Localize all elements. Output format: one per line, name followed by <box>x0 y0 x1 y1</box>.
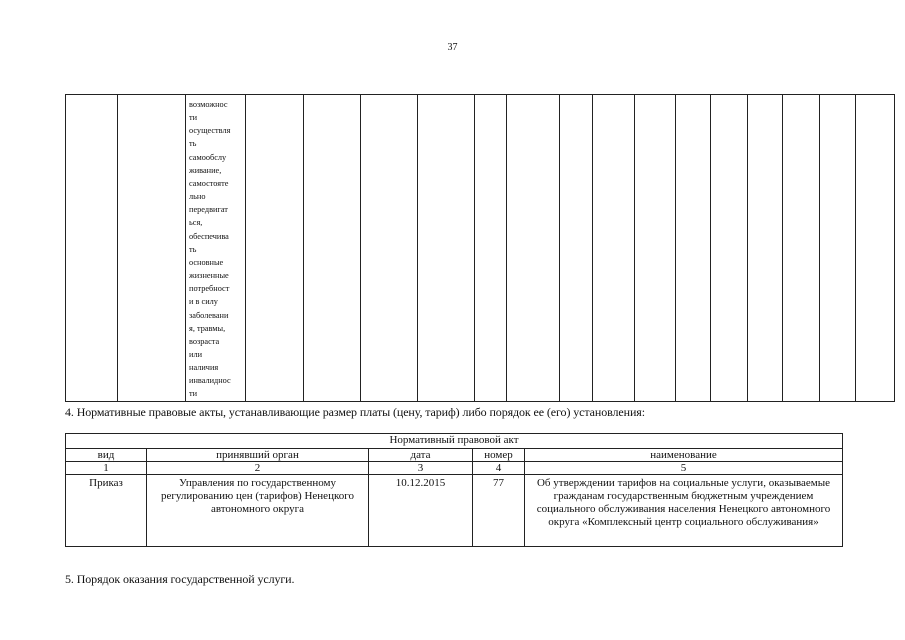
section-5-heading: 5. Порядок оказания государственной услуги. <box>65 572 295 586</box>
table-cell <box>361 95 418 402</box>
table-header-row <box>66 449 843 462</box>
table-cell <box>118 95 186 402</box>
wrapped-text-line: потребност <box>189 284 230 294</box>
table-cell <box>856 95 895 402</box>
act-authority: Управления по государственному регулированию цен (тарифов) Ненецкого автономного округа <box>147 475 369 547</box>
column-header: дата <box>369 449 473 462</box>
column-number: 2 <box>147 462 369 475</box>
wrapped-text-line: живание, <box>189 165 222 175</box>
column-number: 5 <box>525 462 843 475</box>
wrapped-text-line: ти <box>189 113 198 123</box>
column-number-row <box>66 462 843 475</box>
wrapped-text-line: передвигат <box>189 205 228 215</box>
table-cell <box>475 95 507 402</box>
wrapped-text-line: жизненные <box>189 271 229 281</box>
wrapped-text-line: заболевани <box>189 310 229 320</box>
table-cell <box>635 95 676 402</box>
wrapped-text-line: обеспечива <box>189 231 229 241</box>
wrapped-text-line: наличия <box>189 363 219 373</box>
wrapped-text-line: я, травмы, <box>189 323 226 333</box>
wrapped-text-line: льно <box>189 192 206 202</box>
legal-act-table <box>65 433 843 547</box>
table-cell <box>748 95 783 402</box>
section-4-heading: 4. Нормативные правовые акты, устанавливающие размер платы (цену, тариф) либо порядок ее (его) установления: <box>65 405 645 419</box>
continuation-table <box>65 94 895 402</box>
table-cell <box>711 95 748 402</box>
wrapped-text-line: возраста <box>189 336 220 346</box>
column-number: 3 <box>369 462 473 475</box>
table-cell-text <box>186 95 246 402</box>
wrapped-text-line: ти <box>189 389 198 399</box>
table-cell <box>676 95 711 402</box>
wrapped-text <box>186 95 245 401</box>
table-cell <box>246 95 304 402</box>
wrapped-text-line: возможнос <box>189 100 228 109</box>
table-cell <box>560 95 593 402</box>
column-header: принявший орган <box>147 449 369 462</box>
act-kind: Приказ <box>66 475 147 547</box>
wrapped-text-line: самостояте <box>189 178 229 188</box>
act-date: 10.12.2015 <box>369 475 473 547</box>
wrapped-text-line: или <box>189 349 203 359</box>
column-number: 4 <box>473 462 525 475</box>
table-cell <box>507 95 560 402</box>
column-header: вид <box>66 449 147 462</box>
wrapped-text-line: ть <box>189 244 197 254</box>
table-cell <box>820 95 856 402</box>
table-cell <box>783 95 820 402</box>
wrapped-text-line: инвалиднос <box>189 376 231 386</box>
wrapped-text-line: основные <box>189 257 224 267</box>
wrapped-text-line: самообслу <box>189 152 227 162</box>
table-cell <box>304 95 361 402</box>
table-caption-row <box>66 434 843 449</box>
table-row <box>66 475 843 547</box>
wrapped-text-line: ть <box>189 139 197 149</box>
table-caption: Нормативный правовой акт <box>66 434 843 449</box>
wrapped-text-line: и в силу <box>189 297 218 307</box>
table-cell <box>66 95 118 402</box>
wrapped-text-line: осуществля <box>189 126 231 136</box>
act-number: 77 <box>473 475 525 547</box>
act-title: Об утверждении тарифов на социальные услуги, оказываемые гражданам государственным бюджетным учреждением социального обслуживания населения Ненецкого автономного округа «Комплексный центр социального обслуживания» <box>525 475 843 547</box>
table-cell <box>593 95 635 402</box>
table-row <box>66 95 895 402</box>
column-number: 1 <box>66 462 147 475</box>
column-header: номер <box>473 449 525 462</box>
wrapped-text-line: ься, <box>189 218 203 228</box>
page-number: 37 <box>447 42 458 53</box>
table-cell <box>418 95 475 402</box>
column-header: наименование <box>525 449 843 462</box>
